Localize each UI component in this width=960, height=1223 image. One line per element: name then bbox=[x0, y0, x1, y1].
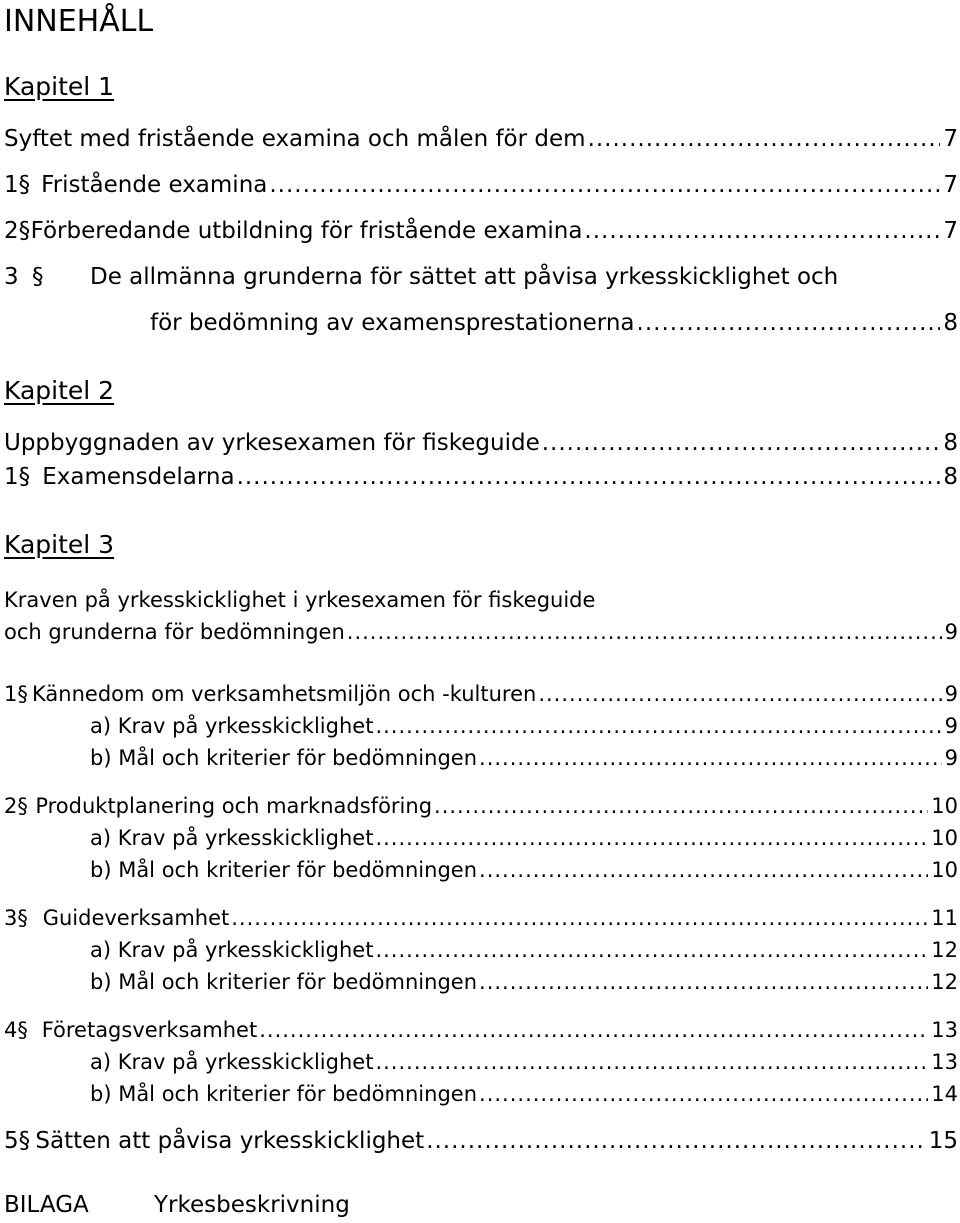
dot-leader bbox=[479, 746, 942, 770]
chapter-2-label: Kapitel 2 bbox=[4, 376, 115, 405]
page-number: 10 bbox=[931, 826, 958, 850]
dot-leader bbox=[584, 218, 940, 244]
page-number: 9 bbox=[944, 620, 958, 644]
dot-leader bbox=[231, 906, 928, 930]
toc-subentry: b) Mål och kriterier för bedömningen ..... 12 bbox=[4, 970, 958, 994]
dot-leader bbox=[375, 938, 928, 962]
toc-subentry: a) Krav på yrkesskicklighet ..... 10 bbox=[4, 826, 958, 850]
toc-subentry: b) Mål och kriterier för bedömningen ..... 10 bbox=[4, 858, 958, 882]
appendix-label: BILAGA bbox=[4, 1192, 89, 1218]
toc-entry-continuation: för bedömning av examensprestationerna ..... 8 bbox=[4, 310, 958, 336]
toc-subentry: b) Mål och kriterier för bedömningen ..... 14 bbox=[4, 1082, 958, 1106]
page-number: 9 bbox=[944, 746, 958, 770]
dot-leader bbox=[479, 1082, 928, 1106]
toc-entry: 4 § Företagsverksamhet ..... 13 bbox=[4, 1018, 958, 1042]
appendix-title: Yrkesbeskrivning bbox=[154, 1192, 350, 1218]
dot-leader bbox=[479, 970, 928, 994]
section-sign: § bbox=[17, 1018, 28, 1042]
section-sign: § bbox=[17, 906, 28, 930]
page-number: 11 bbox=[931, 906, 958, 930]
toc-entry: Uppbyggnaden av yrkesexamen för fiskeguide ..... 8 bbox=[4, 430, 958, 456]
section-sign: § bbox=[18, 464, 31, 490]
toc-entry: 2 § Förberedande utbildning för fristående examina ..... 7 bbox=[4, 218, 958, 244]
page-number: 12 bbox=[931, 938, 958, 962]
dot-leader bbox=[542, 430, 941, 456]
dot-leader bbox=[637, 310, 941, 336]
toc-subentry: a) Krav på yrkesskicklighet ..... 12 bbox=[4, 938, 958, 962]
section-sign: § bbox=[17, 794, 28, 818]
chapter-3-label: Kapitel 3 bbox=[4, 530, 115, 559]
toc-entry: 5 § Sätten att påvisa yrkesskicklighet ..... 15 bbox=[4, 1128, 958, 1154]
dot-leader bbox=[479, 858, 928, 882]
dot-leader bbox=[434, 794, 928, 818]
page-number: 9 bbox=[944, 682, 958, 706]
toc-entry: 1 § Examensdelarna ..... 8 bbox=[4, 464, 958, 490]
page-number: 8 bbox=[943, 464, 958, 490]
section-sign: § bbox=[18, 172, 31, 198]
page-title: INNEHÅLL bbox=[4, 4, 154, 39]
page-number: 7 bbox=[943, 218, 958, 244]
dot-leader bbox=[259, 1018, 928, 1042]
toc-entry: Kraven på yrkesskicklighet i yrkesexamen för fiskeguide bbox=[4, 588, 596, 612]
page-number: 10 bbox=[931, 794, 958, 818]
toc-entry: 3 § De allmänna grunderna för sättet att påvisa yrkesskicklighet och bbox=[4, 264, 839, 290]
page-number: 9 bbox=[944, 714, 958, 738]
toc-subentry: b) Mål och kriterier för bedömningen ..... 9 bbox=[4, 746, 958, 770]
appendix-entry bbox=[4, 1192, 958, 1218]
toc-entry: 3 § Guideverksamhet ..... 11 bbox=[4, 906, 958, 930]
dot-leader bbox=[347, 620, 942, 644]
dot-leader bbox=[375, 714, 941, 738]
dot-leader bbox=[588, 126, 941, 152]
toc-subentry: a) Krav på yrkesskicklighet ..... 9 bbox=[4, 714, 958, 738]
page-number: 14 bbox=[931, 1082, 958, 1106]
page-number: 13 bbox=[931, 1018, 958, 1042]
page-number: 8 bbox=[943, 310, 958, 336]
page-number: 13 bbox=[931, 1050, 958, 1074]
section-sign: § bbox=[17, 682, 28, 706]
page-number: 15 bbox=[928, 1128, 958, 1154]
dot-leader bbox=[538, 682, 941, 706]
toc-entry: 1 § Fristående examina ..... 7 bbox=[4, 172, 958, 198]
toc-entry: Syftet med fristående examina och målen för dem ..... 7 bbox=[4, 126, 958, 152]
page-number: 10 bbox=[931, 858, 958, 882]
page-number: 7 bbox=[943, 172, 958, 198]
dot-leader bbox=[375, 826, 928, 850]
section-sign: § bbox=[18, 218, 31, 244]
page-number: 12 bbox=[931, 970, 958, 994]
dot-leader bbox=[269, 172, 940, 198]
chapter-1-label: Kapitel 1 bbox=[4, 72, 115, 101]
dot-leader bbox=[426, 1128, 926, 1154]
page-number: 7 bbox=[943, 126, 958, 152]
page-number: 8 bbox=[943, 430, 958, 456]
toc-entry: 1 § Kännedom om verksamhetsmiljön och -kulturen ..... 9 bbox=[4, 682, 958, 706]
section-sign: § bbox=[32, 264, 44, 290]
toc-subentry: a) Krav på yrkesskicklighet ..... 13 bbox=[4, 1050, 958, 1074]
toc-entry: 2 § Produktplanering och marknadsföring ..... 10 bbox=[4, 794, 958, 818]
dot-leader bbox=[375, 1050, 928, 1074]
toc-entry: och grunderna för bedömningen ..... 9 bbox=[4, 620, 958, 644]
section-sign: § bbox=[18, 1128, 31, 1154]
dot-leader bbox=[237, 464, 941, 490]
